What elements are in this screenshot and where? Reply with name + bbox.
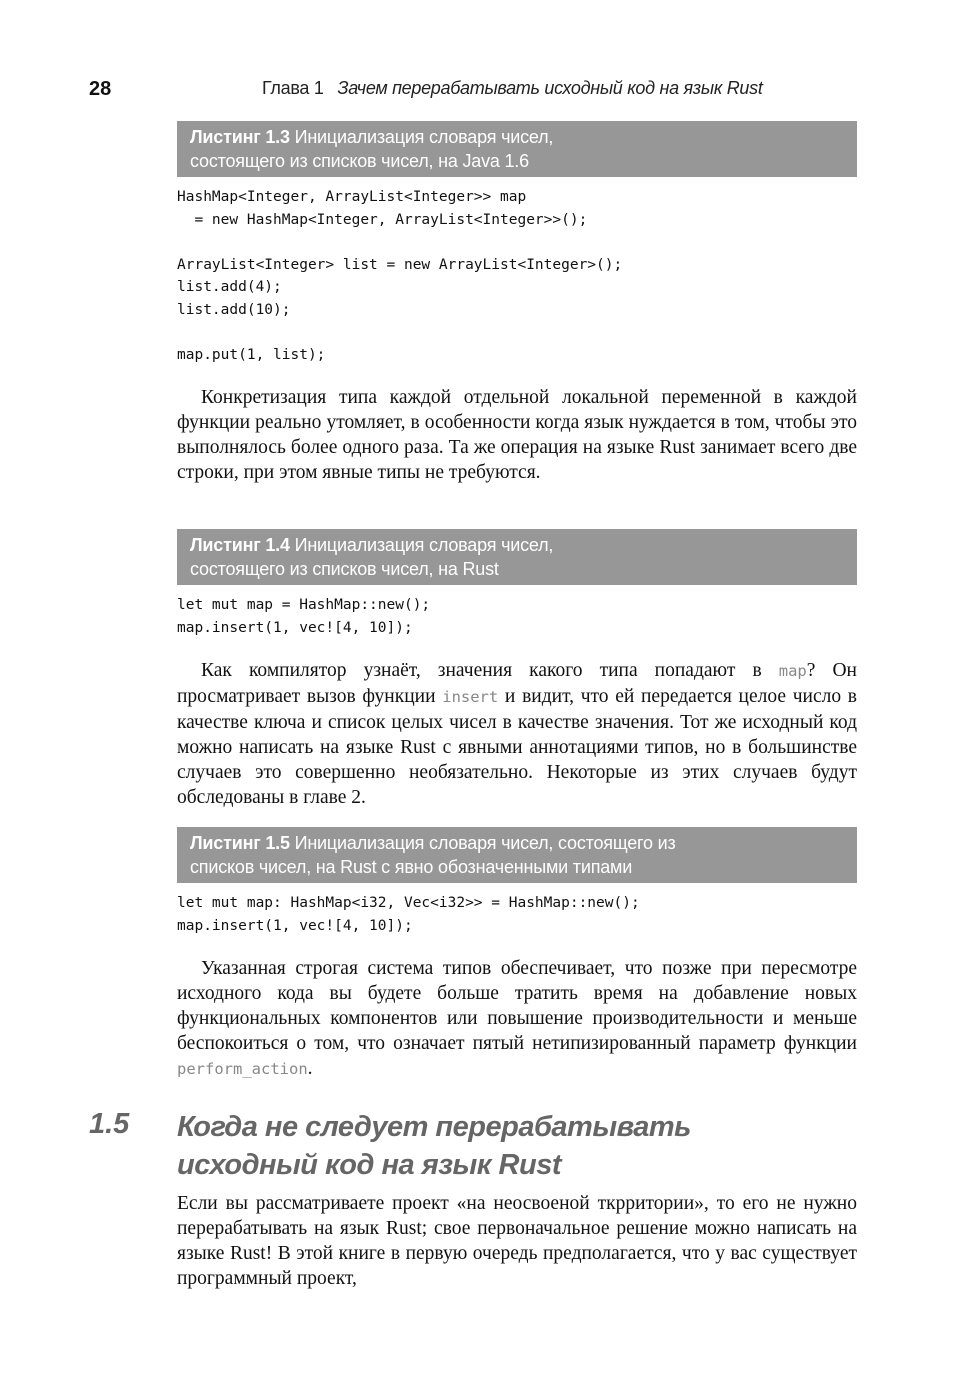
page-number: 28	[89, 78, 112, 100]
code-line	[177, 231, 622, 254]
paragraph-text: Указанная строгая система типов обеспечивает, что позже при пересмотре исходного кода вы будете больше тратить время на добавление новых функциональных компонентов или повышение производительности и меньше беспокоиться о том, что означает пятый нетипизированный параметр функции	[177, 958, 857, 1054]
code-line: map.insert(1, vec![4, 10]);	[177, 917, 413, 934]
listing-label: Листинг 1.3	[190, 127, 290, 147]
listing-label: Листинг 1.5	[190, 833, 290, 853]
chapter-label: Глава 1	[262, 78, 324, 98]
paragraph-text: Как компилятор узнаёт, значения какого типа попадают в	[201, 660, 779, 681]
listing-1-4-code	[177, 594, 430, 639]
listing-1-4-caption	[177, 529, 857, 585]
section-title	[177, 1108, 691, 1184]
paragraph-compiler-inference	[177, 658, 857, 810]
paragraph-text: Если вы рассматриваете проект «на неосвоеной ткрритории», то его не нужно перерабатывать на язык Rust; свое первоначальное решение можно написать на языке Rust! В этой книге в первую очередь предполагается, что у вас существует программный проект,	[177, 1193, 857, 1289]
listing-caption-line2: состоящего из списков чисел, на Rust	[190, 559, 499, 579]
section-number: 1.5	[89, 1108, 130, 1140]
paragraph-text: Конкретизация типа каждой отдельной локальной переменной в каждой функции реально утомляет, в особенности когда язык нуждается в том, чтобы это выполнялось более одного раза. Та же операция на языке Rust занимает всего две строки, при этом явные типы не требуются.	[177, 387, 857, 483]
listing-caption-line2: состоящего из списков чисел, на Java 1.6	[190, 151, 529, 171]
code-line: HashMap<Integer, ArrayList<Integer>> map	[177, 189, 527, 205]
paragraph-strict-types	[177, 956, 857, 1082]
code-line: ArrayList<Integer> list = new ArrayList<Integer>();	[177, 256, 623, 273]
code-line: map.put(1, list);	[177, 346, 326, 363]
listing-caption-line1: Инициализация словаря чисел,	[289, 535, 554, 555]
inline-code: perform_action	[177, 1060, 308, 1078]
code-line: = new HashMap<Integer, ArrayList<Integer>>();	[177, 211, 588, 228]
inline-code: insert	[442, 688, 499, 706]
listing-caption-line2: списков чисел, на Rust с явно обозначенными типами	[190, 857, 633, 877]
listing-1-5-caption	[177, 827, 857, 883]
paragraph-text: и видит, что ей передается целое число в качестве ключа и список целых чисел в качестве значения. Тот же исходный код можно написать на языке Rust с явными аннотациями типов, но в большинстве случаев это совершенно необязательно. Некоторые из этих случаев будут обследованы в главе 2.	[177, 686, 857, 808]
code-line: list.add(10);	[177, 301, 291, 318]
code-line: list.add(4);	[177, 279, 282, 295]
paragraph-type-annotation	[177, 385, 857, 485]
code-line	[177, 321, 622, 344]
chapter-title: Зачем перерабатывать исходный код на язык Rust	[337, 78, 763, 98]
paragraph-greenfield	[177, 1191, 857, 1291]
paragraph-text: .	[307, 1058, 313, 1079]
paragraph-text: ? Он просматривает вызов функции	[177, 660, 857, 707]
listing-1-3-caption	[177, 121, 857, 177]
listing-label: Листинг 1.4	[190, 535, 290, 555]
code-line: let mut map: HashMap<i32, Vec<i32>> = HashMap::new();	[177, 895, 640, 911]
listing-1-3-code	[177, 186, 622, 366]
listing-1-5-code	[177, 892, 640, 937]
code-line: map.insert(1, vec![4, 10]);	[177, 619, 413, 636]
inline-code: map	[778, 662, 807, 680]
listing-caption-line1: Инициализация словаря чисел, состоящего из	[289, 833, 676, 853]
running-header	[262, 78, 763, 99]
section-title-line1: Когда не следует перерабатывать	[177, 1111, 691, 1143]
code-line: let mut map = HashMap::new();	[177, 597, 431, 613]
listing-caption-line1: Инициализация словаря чисел,	[289, 127, 554, 147]
section-title-line2: исходный код на язык Rust	[177, 1149, 561, 1181]
